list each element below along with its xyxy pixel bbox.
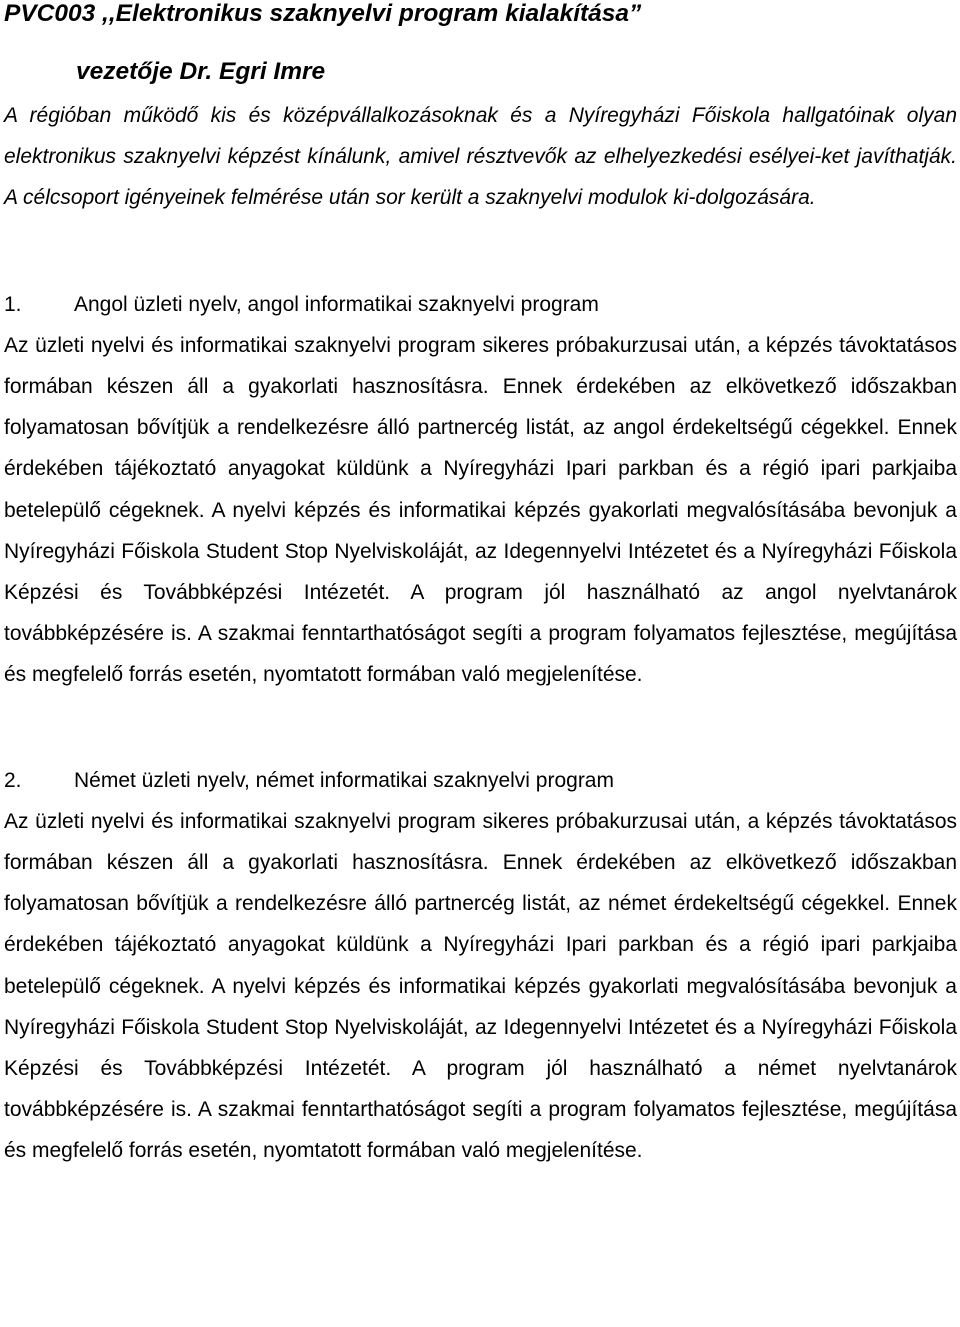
section-heading bbox=[4, 760, 957, 801]
document-title: PVC003 ,,Elektronikus szaknyelvi program kialakítása” bbox=[4, 0, 642, 27]
intro-paragraph: A régióban működő kis és középvállalkozásoknak és a Nyíregyházi Főiskola hallgatóinak olyan elektronikus szaknyelvi képzést kínálunk, amivel résztvevők az elhelyezkedési esélyei-ket javíthatják. A célcsoport igényeinek felmérése után sor került a szaknyelvi modulok ki-dolgozására. bbox=[4, 104, 957, 210]
section-title: Angol üzleti nyelv, angol informatikai szaknyelvi program bbox=[74, 292, 599, 316]
section-heading bbox=[4, 284, 957, 325]
section-number: 2. bbox=[4, 768, 22, 792]
section-body: Az üzleti nyelvi és informatikai szaknyelvi program sikeres próbakurzusai után, a képzés távoktatásos formában készen áll a gyakorlati hasznosításra. Ennek érdekében az elkövetkező időszakban folyamatosan bővítjük a rendelkezésre álló partnercég listát, az német érdekeltségű cégekkel. Ennek érdekében tájékoztató anyagokat küldünk a Nyíregyházi Ipari parkban és a régió ipari parkjaiba betelepülő cégeknek. A nyelvi képzés és informatikai képzés gyakorlati megvalósításába bevonjuk a Nyíregyházi Főiskola Student Stop Nyelviskoláját, az Idegennyelvi Intézetet és a Nyíregyházi Főiskola Képzési és Továbbképzési Intézetét. A program jól használható a német nyelvtanárok továbbképzésére is. A szakmai fenntarthatóságot segíti a program folyamatos fejlesztése, megújítása és megfelelő forrás esetén, nyomtatott formában való megjelenítése. bbox=[4, 809, 957, 1163]
document-page bbox=[4, 0, 957, 1172]
section-number: 1. bbox=[4, 292, 22, 316]
section-body: Az üzleti nyelvi és informatikai szaknyelvi program sikeres próbakurzusai után, a képzés távoktatásos formában készen áll a gyakorlati hasznosításra. Ennek érdekében az elkövetkező időszakban folyamatosan bővítjük a rendelkezésre álló partnercég listát, az angol érdekeltségű cégekkel. Ennek érdekében tájékoztató anyagokat küldünk a Nyíregyházi Ipari parkban és a régió ipari parkjaiba betelepülő cégeknek. A nyelvi képzés és informatikai képzés gyakorlati megvalósításába bevonjuk a Nyíregyházi Főiskola Student Stop Nyelviskoláját, az Idegennyelvi Intézetet és a Nyíregyházi Főiskola Képzési és Továbbképzési Intézetét. A program jól használható az angol nyelvtanárok továbbképzésére is. A szakmai fenntarthatóságot segíti a program folyamatos fejlesztése, megújítása és megfelelő forrás esetén, nyomtatott formában való megjelenítése. bbox=[4, 333, 957, 687]
section-title: Német üzleti nyelv, német informatikai szaknyelvi program bbox=[74, 768, 614, 792]
document-subtitle: vezetője Dr. Egri Imre bbox=[76, 58, 326, 85]
